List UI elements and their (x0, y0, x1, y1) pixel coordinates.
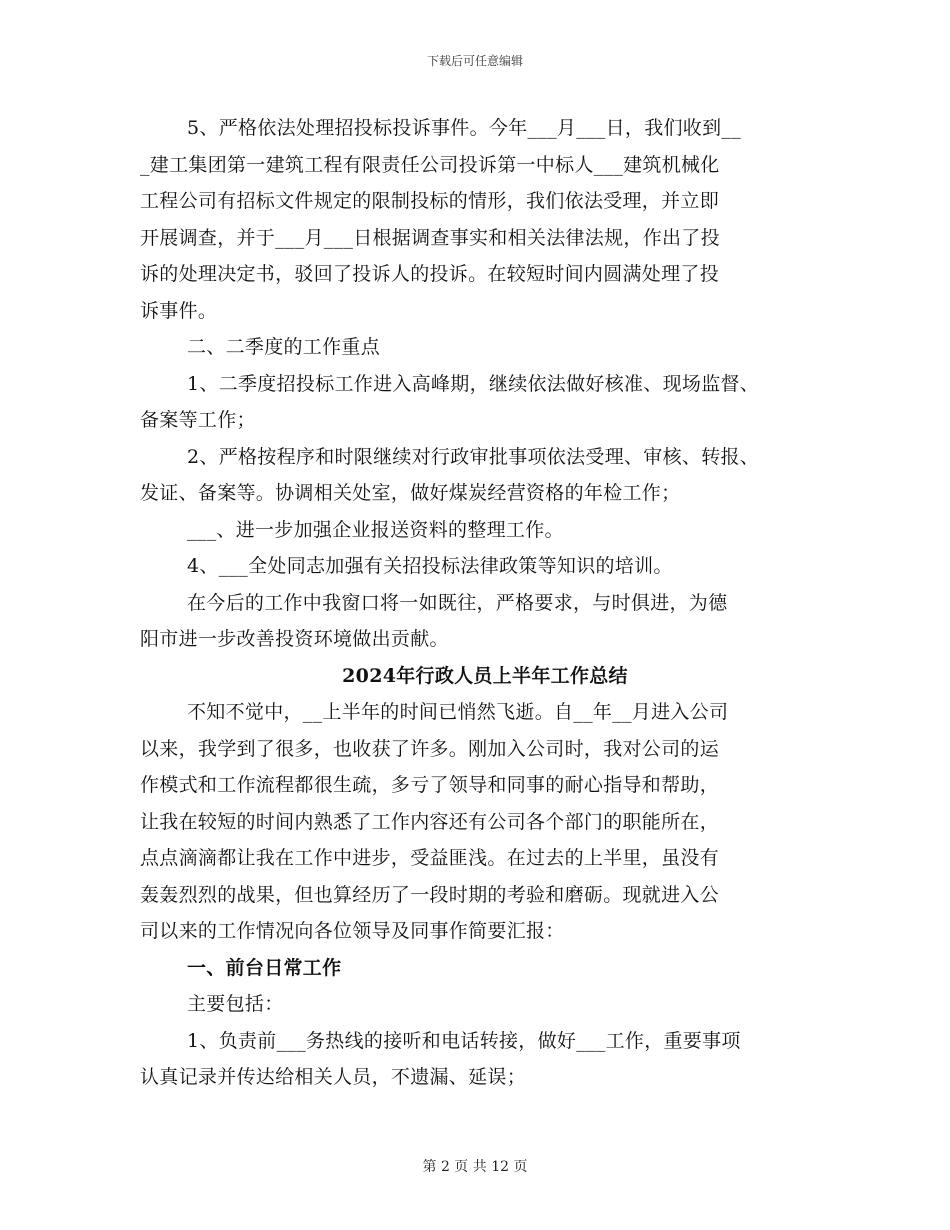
paragraph-line: 4、___全处同志加强有关招投标法律政策等知识的培训。 (187, 555, 673, 577)
paragraph-line: 诉的处理决定书，驳回了投诉人的投诉。在较短时间内圆满处理了投 (140, 263, 720, 285)
paragraph-line: 2、严格按程序和时限继续对行政审批事项依法受理、审核、转报、 (187, 445, 760, 468)
paragraph-line: 阳市进一步改善投资环境做出贡献。 (140, 628, 449, 650)
paragraph-line: 1、负责前___务热线的接听和电话转接，做好___工作，重要事项 (187, 1029, 741, 1052)
paragraph-line: 5、严格依法处理招投标投诉事件。今年___月___日，我们收到__ (187, 117, 741, 139)
paragraph-line: 诉事件。 (140, 299, 218, 322)
section-heading: 二、二季度的工作重点 (187, 336, 381, 358)
paragraph-line: 1、二季度招投标工作进入高峰期，继续依法做好核准、现场监督、 (187, 372, 760, 395)
paragraph-line: 工程公司有招标文件规定的限制投标的情形，我们依法受理，并立即 (140, 190, 720, 212)
paragraph-line: 在今后的工作中我窗口将一如既往，严格要求，与时俱进，为德 (187, 591, 728, 614)
paragraph-line: 点点滴滴都让我在工作中进步，受益匪浅。在过去的上半里，虽没有 (140, 847, 720, 869)
paragraph-line: 认真记录并传达给相关人员，不遗漏、延误； (140, 1066, 527, 1088)
paragraph-line: 主要包括： (187, 993, 284, 1015)
paragraph-line: _建工集团第一建筑工程有限责任公司投诉第一中标人___建筑机械化 (140, 153, 720, 176)
page-number: 第 2 页 共 12 页 (422, 1159, 528, 1175)
header-note: 下载后可任意编辑 (426, 54, 523, 68)
paragraph-line: 轰轰烈烈的战果，但也算经历了一段时期的考验和磨砺。现就进入公 (140, 883, 720, 906)
paragraph-line: 以来，我学到了很多，也收获了许多。刚加入公司时，我对公司的运 (140, 737, 720, 760)
paragraph-line: 不知不觉中，__上半年的时间已悄然飞逝。自__年__月进入公司 (187, 701, 729, 723)
paragraph-line: 司以来的工作情况向各位领导及同事作简要汇报： (140, 920, 565, 942)
paragraph-line: 开展调查，并于___月___日根据调查事实和相关法律法规，作出了投 (140, 226, 720, 249)
paragraph-line: ___、进一步加强企业报送资料的整理工作。 (187, 518, 564, 541)
paragraph-line: 让我在较短的时间内熟悉了工作内容还有公司各个部门的职能所在， (140, 810, 720, 833)
document-body (140, 110, 830, 1096)
paragraph-line: 发证、备案等。协调相关处室，做好煤炭经营资格的年检工作； (140, 482, 681, 504)
paragraph-line: 备案等工作； (140, 409, 256, 431)
paragraph-line: 作模式和工作流程都很生疏，多亏了领导和同事的耐心指导和帮助， (140, 774, 720, 796)
document-title: 2024年行政人员上半年工作总结 (342, 664, 628, 687)
section-heading: 一、前台日常工作 (187, 956, 342, 979)
